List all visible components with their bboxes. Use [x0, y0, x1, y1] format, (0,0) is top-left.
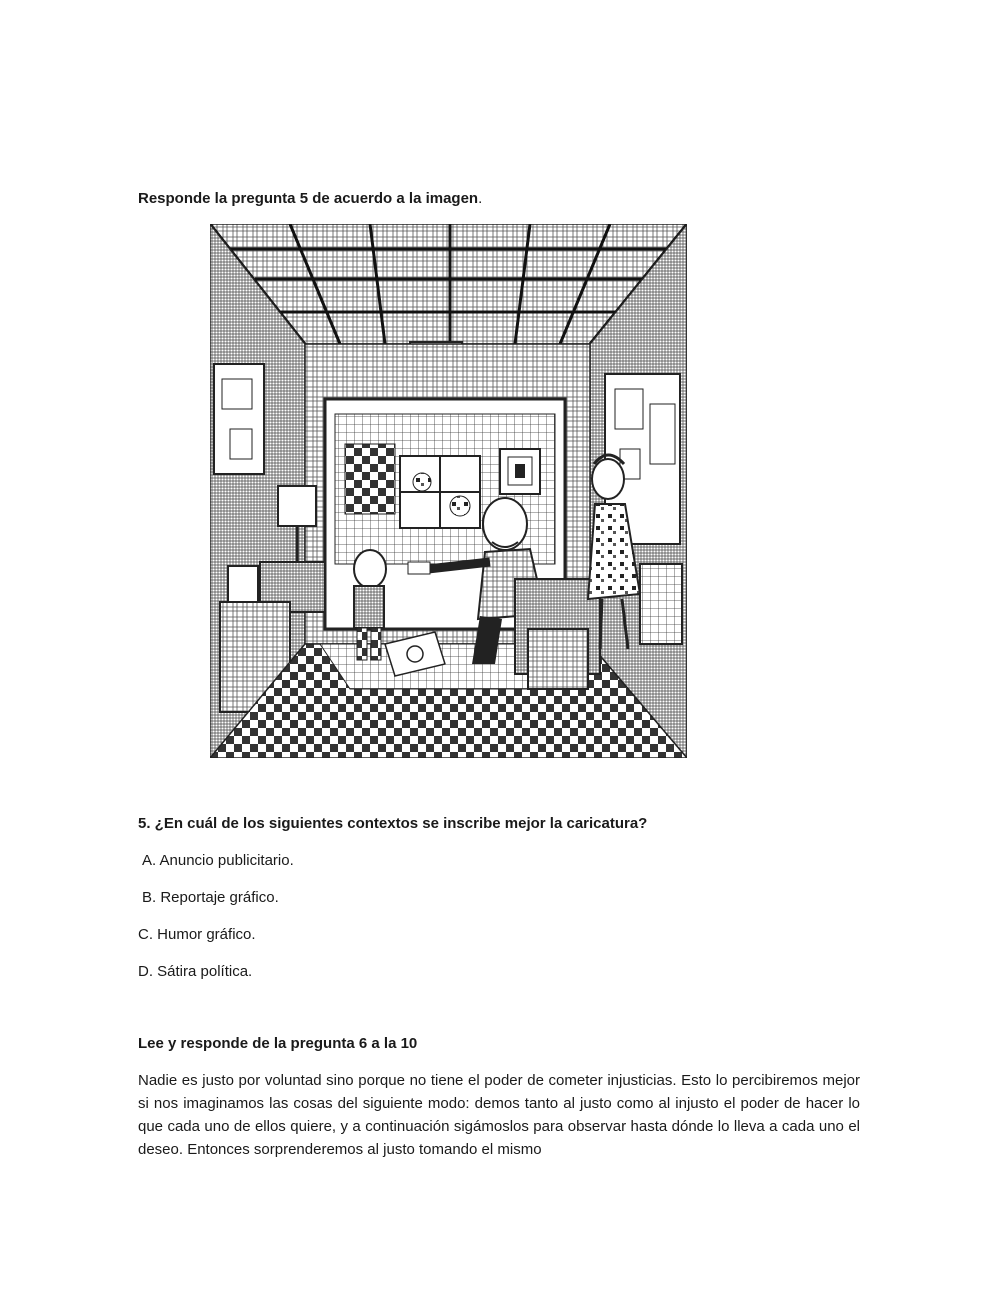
option-d[interactable]: D. Sátira política.: [138, 963, 253, 980]
section-heading-questions-6-10: Lee y responde de la pregunta 6 a la 10: [138, 1035, 418, 1052]
option-a[interactable]: A. Anuncio publicitario.: [142, 852, 294, 869]
heading-text: Responde la pregunta 5 de acuerdo a la imagen: [138, 190, 479, 207]
cartoon-illustration: [210, 224, 687, 758]
reading-passage: Nadie es justo por voluntad sino porque no tiene el poder de cometer injusticias. Esto lo percibiremos mejor si nos imaginamos las cosas del siguiente modo: demos tanto al justo como al injusto el poder de hacer lo que cada uno de ellos quiere, y a continuación sigámoslos para observar hasta dónde lo lleva a cada uno el deseo. Entonces sorprenderemos al justo tomando el mismo: [138, 1072, 860, 1158]
option-b[interactable]: B. Reportaje gráfico.: [142, 889, 279, 906]
option-c[interactable]: C. Humor gráfico.: [138, 926, 256, 943]
question-5-text: 5. ¿En cuál de los siguientes contextos se inscribe mejor la caricatura?: [138, 815, 648, 832]
heading-period: .: [478, 190, 483, 207]
section-heading-question-5: [138, 190, 482, 207]
lamp-shade: [278, 486, 316, 526]
checkered-panel: [345, 444, 395, 514]
